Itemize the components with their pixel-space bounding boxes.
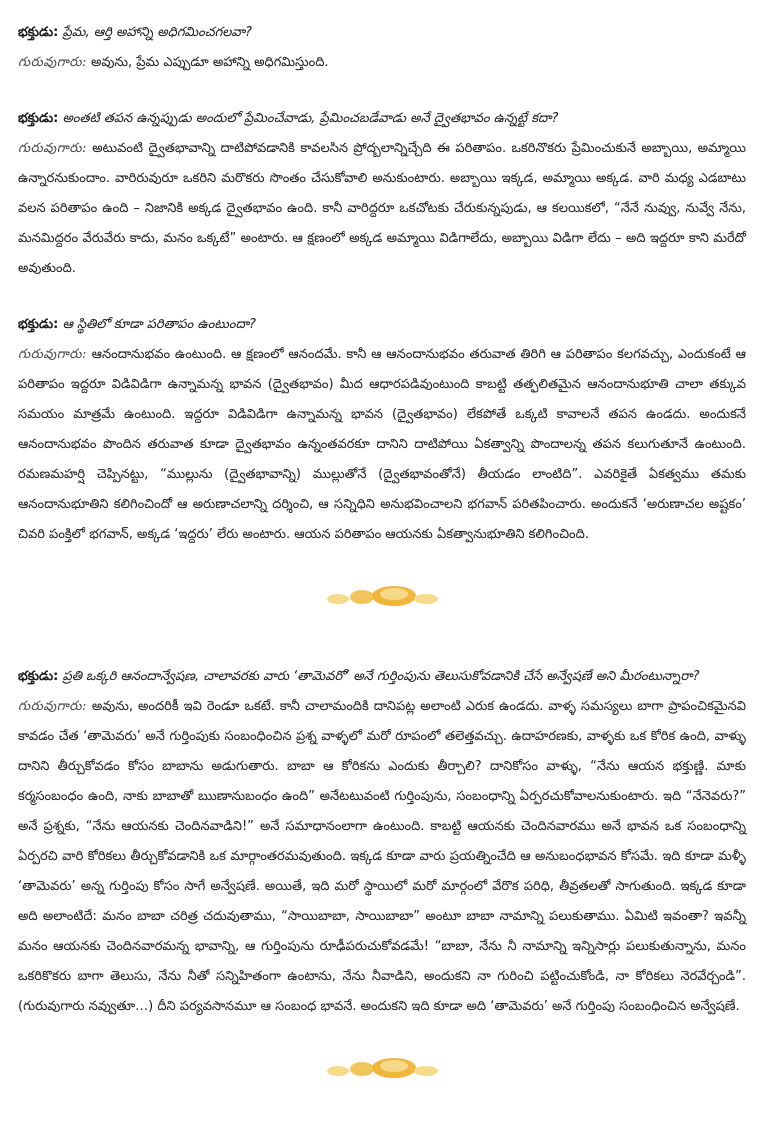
- section-divider: [18, 576, 746, 612]
- answer-text: అవును, అందరికీ ఇవి రెండూ ఒకటే. కానీ చాలామందికి దానిపట్ల అలాంటి ఎరుక ఉండదు. వాళ్ళ సమస్యలు బాగా ప్రాపంచికమైనవి కావడం చేత ‘తామెవరు’ అనే గుర్తింపుకు సంబంధించిన ప్రశ్న వాళ్ళలో మరో రూపంలో తలెత్తవచ్చు. ఉదాహరణకు, వాళ్ళకు ఒక కోరిక ఉంది, వాళ్ళు దానిని తీర్చుకోవడం కోసం బాబాను అడుగుతారు. బాబా ఆ కోరికను ఎందుకు తీర్చాలి? దానికోసం వాళ్ళు, “నేను ఆయన భక్తుణ్ణి. మాకు కర్మసంబంధం ఉంది, నాకు బాబాతో ఋణానుబంధం ఉంది” అనేటటువంటి గుర్తింపును, సంబంధాన్ని ఏర్పరచుకోవాలనుకుంటారు. ఇది “నేనెవరు?” అనే ప్రశ్నకు, “నేను ఆయనకు చెందినవాడిని!” అనే సమాధానంలాగా ఉంటుంది. కాబట్టి ఆయనకు చెందినవారము అనే భావన ఒక సంబంధాన్ని ఏర్పరచి వారి కోరికలు తీర్చుకోవడానికి ఒక మార్గాంతరమవుతుంది. ఇక్కడ కూడా వారు ప్రయత్నించేది ఆ అనుబంధభావన కోసమే. ఇది కూడా మళ్ళీ ‘తామెవరు’ అన్న గుర్తింపు కోసం సాగే అన్వేషణే. అయితే, ఇది మరో స్థాయిలో మరో మార్గంలో వేరొక పరిధి, తీవ్రతలతో సాగుతుంది. ఇక్కడ కూడా అది అలాంటిదే: మనం బాబా చరిత్ర చదువుతాము, “సాయిబాబా, సాయిబాబా” అంటూ బాబా నామాన్ని పలుకుతాము. ఏమిటి ఇవంతా? ఇవన్నీ మనం ఆయనకు చెందినవారమన్న భావాన్ని, ఆ గుర్తింపును రూఢీపరుచుకోవడమే! “బాబా, నేను నీ నామాన్ని ఇన్నిసార్లు పలుకుతున్నాను, మనం ఒకరికొకరు బాగా తెలుసు, నేను నీతో సన్నిహితంగా ఉంటాను, నేను నీవాడిని, అందుకని నా గురించి పట్టించుకోండి, నా కోరికలు నెరవేర్చండి”. (గురువుగారు నవ్వుతూ…) దీని పర్యవసానమూ ఆ సంబంధ భావనే. అందుకని ఇది కూడా అది ‘తామెవరు’ అనే గుర్తింపు సంబంధించిన అన్వేషణే.: [18, 699, 747, 1014]
- question: [18, 662, 746, 692]
- question-text: ప్రేమ, ఆర్తి అహాన్ని అధిగమించగలవా?: [62, 25, 252, 40]
- question: [18, 18, 746, 48]
- answer-text: ఆనందానుభవం ఉంటుంది. ఆ క్షణంలో ఆనందమే. కానీ ఆ ఆనందానుభవం తరువాత తిరిగి ఆ పరితాపం కలగవచ్చు, ఎందుకంటే ఆ పరితాపం ఇద్దరూ విడివిడిగా ఉన్నామన్న భావన (ద్వైతభావం) మీద ఆధారపడివుంటుంది కాబట్టి తత్ఫలితమైన ఆనందానుభూతి చాలా తక్కువ సమయం మాత్రమే ఉంటుంది. ఇద్దరూ విడివిడిగా ఉన్నామన్న భావన (ద్వైతభావం) లేకపోతే ఒక్కటి కావాలనే తపన ఉండదు. అందుకనే ఆనందానుభవం పొందిన తరువాత కూడా ద్వైతభావం ఉన్నంతవరకూ దానిని దాటిపోయి ఏకత్వాన్ని పొందాలన్న తపన కలుగుతూనే ఉంటుంది. రమణమహర్షి చెప్పినట్టు, “ముల్లును (ద్వైతభావాన్ని) ముల్లుతోనే (ద్వైతభావంతోనే) తీయడం లాంటిది”. ఎవరికైతే ఏకత్వము తమకు ఆనందానుభూతిని కలిగించిందో ఆ అరుణాచలాన్ని దర్శించి, ఆ సన్నిధిని అనుభవించాలని భగవాన్ పరితపించారు. అందుకనే ‘అరుణాచల అష్టకం’ చివరి పంక్తిలో భగవాన్, అక్కడ ‘ఇద్దరు’ లేరు అంటారు. ఆయన పరితాపం ఆయనకు ఏకత్వానుభూతిని కలిగించింది.: [18, 347, 747, 542]
- question-text: అంతటి తపన ఉన్నప్పుడు అందులో ప్రేమించేవాడు, ప్రేమించబడేవాడు అనే ద్వైతభావం ఉన్నట్టే కదా?: [62, 111, 559, 126]
- question-speaker: భక్తుడు:: [18, 111, 59, 126]
- question-text: ఆ స్థితిలో కూడా పరితాపం ఉంటుందా?: [62, 317, 256, 332]
- qa-block-3: [18, 310, 746, 550]
- answer-speaker: గురువుగారు:: [18, 141, 87, 156]
- lotus-divider-icon: [322, 1054, 442, 1080]
- article: [18, 18, 746, 1110]
- question-speaker: భక్తుడు:: [18, 669, 59, 684]
- answer: [18, 134, 746, 284]
- answer: [18, 692, 746, 1022]
- answer: [18, 340, 746, 550]
- answer-speaker: గురువుగారు:: [18, 699, 87, 714]
- answer-speaker: గురువుగారు:: [18, 347, 87, 362]
- answer-text: అటువంటి ద్వైతభావాన్ని దాటిపోవడానికి కావలసిన ప్రోద్బలాన్నిచ్చేది ఈ పరితాపం. ఒకరినొకరు ప్రేమించుకునే అబ్బాయి, అమ్మాయి ఉన్నారనుకుందాం. వారిరువురూ ఒకరిని మరొకరు సొంతం చేసుకోవాలి అనుకుంటారు. అబ్బాయి ఇక్కడ, అమ్మాయి అక్కడ. వారి మధ్య ఎడబాటు వలన పరితాపం ఉంది – నిజానికి అక్కడ ద్వైతభావం ఉంది. కానీ వారిద్దరూ ఒకచోటకు చేరుకున్నపుడు, ఆ కలయికలో, “నేనే నువ్వు, నువ్వే నేను, మనమిద్దరం వేరువేరు కాదు, మనం ఒక్కటే” అంటారు. ఆ క్షణంలో అక్కడ అమ్మాయి విడిగాలేదు, అబ్బాయి విడిగా లేదు – అది ఇద్దరూ కాని మరేదో అవుతుంది.: [18, 141, 747, 276]
- question: [18, 104, 746, 134]
- section-divider: [18, 1048, 746, 1084]
- qa-block-1: [18, 18, 746, 78]
- answer-text: అవును, ప్రేమ ఎప్పుడూ అహాన్ని అధిగమిస్తుంది.: [90, 55, 329, 70]
- qa-block-2: [18, 104, 746, 284]
- answer: [18, 48, 746, 78]
- qa-block-4: [18, 662, 746, 1022]
- question: [18, 310, 746, 340]
- question-speaker: భక్తుడు:: [18, 317, 59, 332]
- question-text: ప్రతి ఒక్కరి ఆనందాన్వేషణ, చాలావరకు వారు ‘తామెవరో’ అనే గుర్తింపును తెలుసుకోవడానికి చేసే అన్వేషణే అని మీరంటున్నారా?: [62, 669, 700, 684]
- question-speaker: భక్తుడు:: [18, 25, 59, 40]
- lotus-divider-icon: [322, 582, 442, 608]
- spacer: [18, 638, 746, 662]
- answer-speaker: గురువుగారు:: [18, 55, 87, 70]
